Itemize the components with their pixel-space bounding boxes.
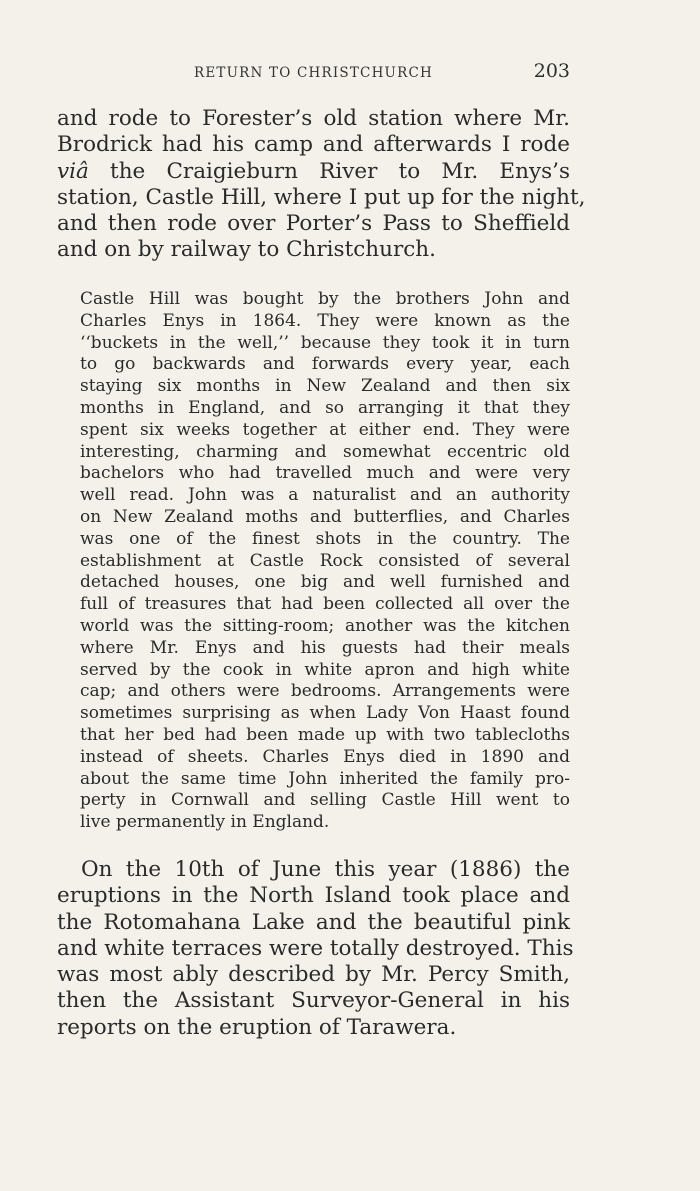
note-line: where Mr. Enys and his guests had their meals: [80, 637, 570, 658]
note-line: on New Zealand moths and butterflies, and Charles: [80, 506, 570, 527]
paragraph-line: station, Castle Hill, where I put up for the night,: [57, 184, 586, 210]
paragraph-line: and white terraces were totally destroyed. This: [57, 935, 574, 961]
running-title: RETURN TO CHRISTCHURCH: [193, 65, 434, 81]
paragraph-line: and then rode over Porter’s Pass to Sheffield: [57, 211, 570, 237]
running-head: [57, 60, 570, 86]
note-line: was one of the finest shots in the country. The: [80, 528, 570, 549]
note-line: detached houses, one big and well furnished and: [80, 572, 570, 593]
paragraph-line: reports on the eruption of Tarawera.: [57, 1014, 457, 1040]
note-line: Charles Enys in 1864. They were known as the: [80, 310, 570, 331]
italic-via: viâ: [57, 158, 89, 184]
page-number: 203: [533, 60, 570, 82]
note-line: Castle Hill was bought by the brothers John and: [80, 289, 570, 309]
note-line: bachelors who had travelled much and were very: [80, 463, 570, 484]
note-line: spent six weeks together at either end. They were: [80, 419, 570, 440]
paragraph-line: eruptions in the North Island took place and: [57, 883, 570, 909]
note-line: well read. John was a naturalist and an authority: [80, 485, 570, 506]
paragraph-line: and rode to Forester’s old station where Mr.: [57, 106, 570, 131]
note-line: served by the cook in white apron and high white: [80, 659, 570, 680]
note-line: instead of sheets. Charles Enys died in 1890 and: [80, 746, 570, 767]
paragraph-line: [57, 159, 570, 185]
note-line: establishment at Castle Rock consisted of several: [80, 550, 570, 571]
note-line: world was the sitting-room; another was the kitchen: [80, 615, 570, 636]
paragraph-line: the Rotomahana Lake and the beautiful pink: [57, 909, 570, 935]
note-line: staying six months in New Zealand and then six: [80, 376, 570, 397]
paragraph-line: was most ably described by Mr. Percy Smith,: [57, 962, 570, 988]
paragraph-line: On the 10th of June this year (1886) the: [81, 857, 570, 882]
note-line: live permanently in England.: [80, 812, 330, 833]
paragraph-line-rest: the Craigieburn River to Mr. Enys’s: [88, 158, 570, 184]
note-line: that her bed had been made up with two tablecloths: [80, 724, 570, 745]
paragraph-line: then the Assistant Surveyor-General in his: [57, 988, 570, 1014]
paragraph-eruption: [57, 857, 574, 1041]
note-line: full of treasures that had been collected all over the: [80, 594, 570, 615]
note-line: to go backwards and forwards every year, each: [80, 354, 570, 375]
note-line: about the same time John inherited the family pro-: [80, 768, 570, 789]
note-line: months in England, and so arranging it that they: [80, 397, 570, 418]
paragraph-line: and on by railway to Christchurch.: [57, 237, 436, 263]
note-line: perty in Cornwall and selling Castle Hill went to: [80, 790, 570, 811]
paragraph-line: Brodrick had his camp and afterwards I rode: [57, 132, 570, 158]
footnote-block: [80, 289, 570, 834]
note-line: interesting, charming and somewhat eccentric old: [80, 441, 570, 462]
note-line: ‘‘buckets in the well,’’ because they took it in turn: [80, 332, 570, 353]
paragraph-continuation: [57, 106, 586, 264]
note-line: cap; and others were bedrooms. Arrangements were: [80, 681, 570, 702]
note-line: sometimes surprising as when Lady Von Haast found: [80, 703, 570, 724]
